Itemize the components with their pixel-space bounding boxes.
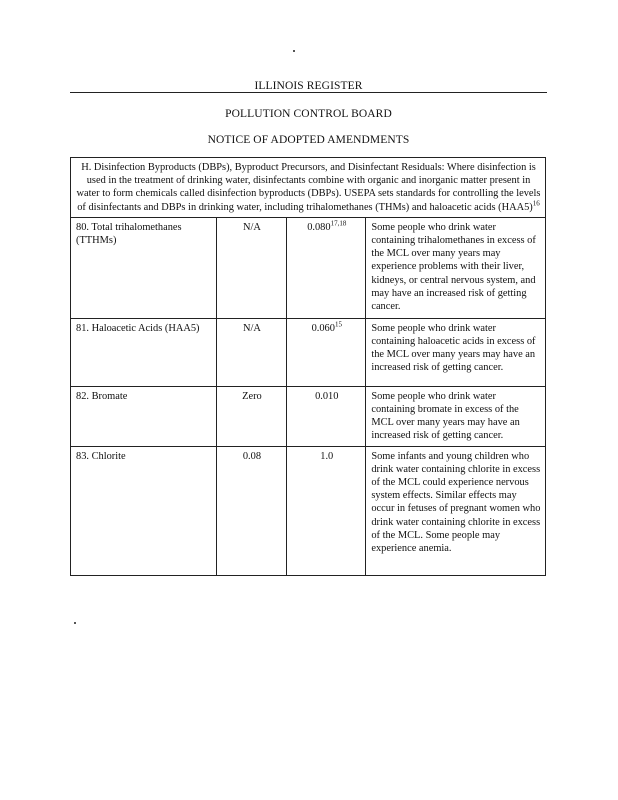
contaminant-cell: 82. Bromate xyxy=(71,386,217,446)
mcl-footnote: 17,18 xyxy=(330,219,347,228)
health-effects-cell: Some people who drink water containing trihalomethanes in excess of the MCL over many years may experience problems with their liver, kidneys, or central nervous system, and may have an increased risk of getting cancer. xyxy=(366,217,546,318)
table-row xyxy=(71,217,546,318)
health-effects-cell: Some people who drink water containing bromate in excess of the MCL over many years may have an increased risk of getting cancer. xyxy=(366,386,546,446)
dbp-standards-table xyxy=(70,157,546,576)
section-intro-cell xyxy=(71,158,546,218)
contaminant-cell: 80. Total trihalomethanes (TTHMs) xyxy=(71,217,217,318)
mclg-cell: N/A xyxy=(216,217,286,318)
health-effects-cell: Some people who drink water containing haloacetic acids in excess of the MCL over many years may have an increased risk of getting cancer. xyxy=(366,318,546,386)
header-rule xyxy=(70,92,547,93)
mcl-value: 0.010 xyxy=(315,390,339,402)
register-title: ILLINOIS REGISTER xyxy=(254,80,363,92)
mcl-cell xyxy=(287,318,366,386)
mcl-cell xyxy=(287,217,366,318)
table-row xyxy=(71,386,546,446)
section-intro-text: H. Disinfection Byproducts (DBPs), Byproduct Precursors, and Disinfectant Residuals: Where disinfection is used in the treatment of drinking water, disinfectants combine with organic and inorganic matter present in water to form chemicals called disinfection byproducts (DBPs). USEPA sets standards for controlling the levels of disinfectants and DBPs in drinking water, including trihalomethanes (THMs) and haloacetic acids (HAA5) xyxy=(76,162,541,213)
mcl-value: 0.060 xyxy=(311,322,335,334)
scan-speck xyxy=(74,622,76,624)
mcl-cell xyxy=(287,446,366,575)
contaminant-cell: 81. Haloacetic Acids (HAA5) xyxy=(71,318,217,386)
contaminant-cell: 83. Chlorite xyxy=(71,446,217,575)
health-effects-cell: Some infants and young children who drink water containing chlorite in excess of the MCL could experience nervous system effects. Similar effects may occur in fetuses of pregnant women who drink water containing chlorite in excess of the MCL. Some people may experience anemia. xyxy=(366,446,546,575)
section-intro-footnote: 16 xyxy=(532,199,540,208)
section-intro-row xyxy=(71,158,546,218)
mcl-cell xyxy=(287,386,366,446)
scan-speck xyxy=(293,50,295,52)
mclg-cell: N/A xyxy=(216,318,286,386)
mclg-cell: Zero xyxy=(216,386,286,446)
mclg-cell: 0.08 xyxy=(216,446,286,575)
mcl-value: 0.080 xyxy=(307,221,331,233)
mcl-value: 1.0 xyxy=(320,450,334,462)
table-row xyxy=(71,318,546,386)
board-title: POLLUTION CONTROL BOARD xyxy=(225,108,392,120)
table-row xyxy=(71,446,546,575)
notice-title: NOTICE OF ADOPTED AMENDMENTS xyxy=(207,134,410,146)
mcl-footnote: 15 xyxy=(334,320,342,329)
